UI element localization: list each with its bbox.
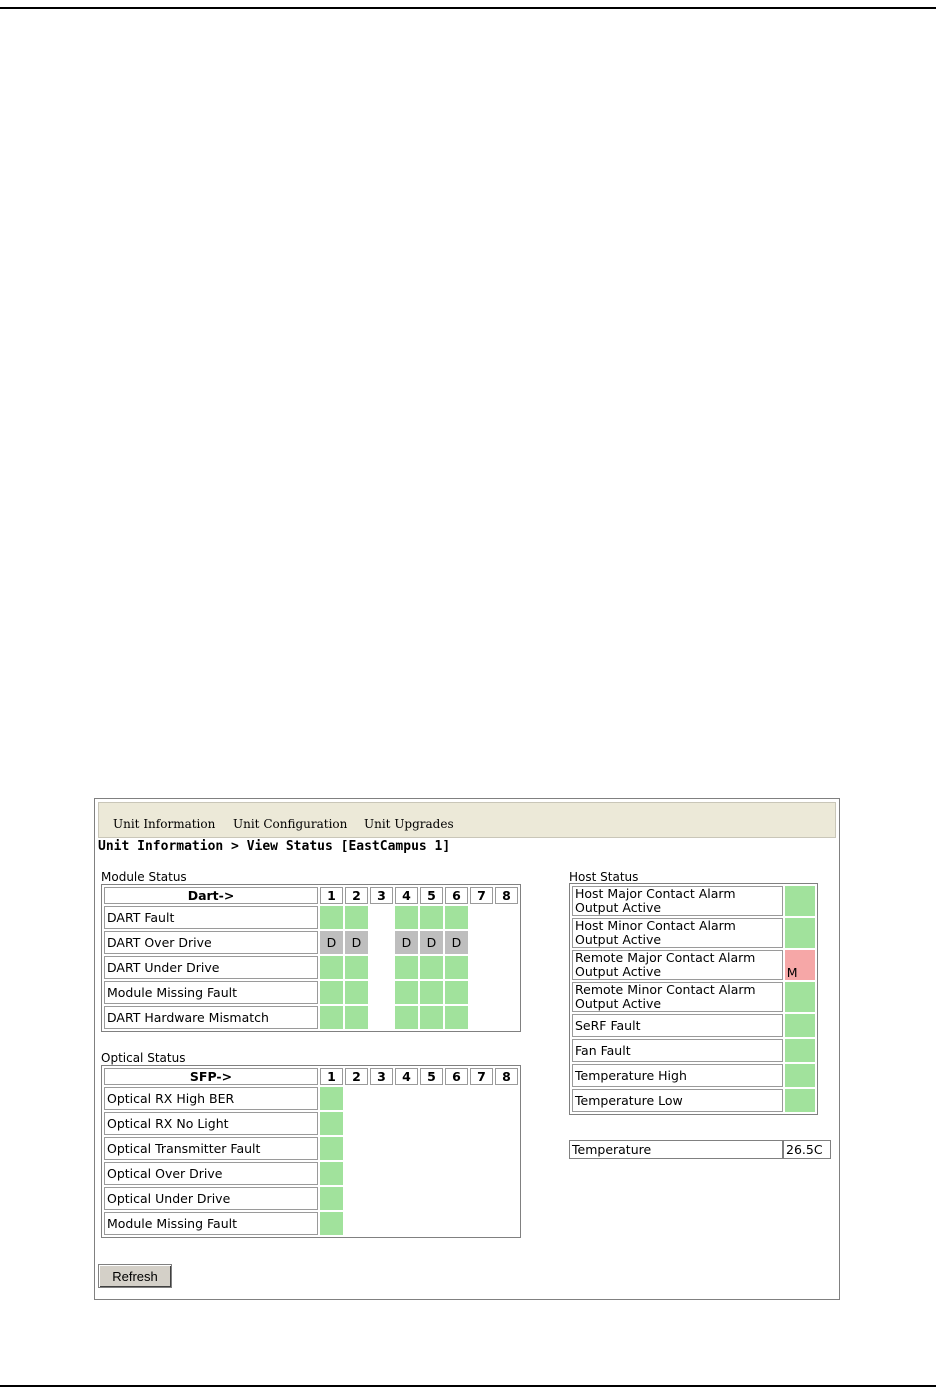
status-ok-cell <box>785 1039 815 1062</box>
status-ok-cell <box>445 981 468 1004</box>
temperature-table <box>569 1140 831 1159</box>
table-row <box>572 982 815 1012</box>
empty-cell <box>420 1087 443 1110</box>
empty-cell <box>370 1162 393 1185</box>
optical-row-label: Optical Under Drive <box>104 1187 318 1210</box>
status-ok-cell <box>320 981 343 1004</box>
status-ok-cell <box>320 1006 343 1029</box>
status-ok-cell <box>345 1006 368 1029</box>
menu-bar <box>98 802 836 838</box>
status-ok-cell <box>420 906 443 929</box>
empty-cell <box>495 906 518 929</box>
optical-column-1: 1 <box>320 1068 343 1085</box>
empty-cell <box>420 1187 443 1210</box>
optical-status-title: Optical Status <box>101 1051 186 1065</box>
module-header-row <box>104 887 518 904</box>
status-ok-cell <box>320 956 343 979</box>
optical-header-row <box>104 1068 518 1085</box>
host-status-title: Host Status <box>569 870 639 884</box>
table-row <box>104 981 518 1004</box>
table-row <box>572 950 815 980</box>
empty-cell <box>495 1006 518 1029</box>
table-row <box>104 1112 518 1135</box>
status-ok-cell <box>395 906 418 929</box>
empty-cell <box>420 1137 443 1160</box>
table-row <box>104 1187 518 1210</box>
empty-cell <box>445 1087 468 1110</box>
status-ok-cell <box>445 956 468 979</box>
status-ok-cell <box>785 1064 815 1087</box>
module-row-label: DART Over Drive <box>104 931 318 954</box>
empty-cell <box>495 1212 518 1235</box>
empty-cell <box>495 956 518 979</box>
empty-cell <box>395 1112 418 1135</box>
table-row <box>104 1087 518 1110</box>
status-ok-cell <box>785 886 815 916</box>
menu-unit-upgrades[interactable]: Unit Upgrades <box>364 817 454 831</box>
table-row <box>572 918 815 948</box>
status-ok-cell <box>395 1006 418 1029</box>
empty-cell <box>370 981 393 1004</box>
empty-cell <box>345 1162 368 1185</box>
empty-cell <box>370 1087 393 1110</box>
empty-cell <box>470 931 493 954</box>
table-row <box>104 1137 518 1160</box>
empty-cell <box>495 931 518 954</box>
menu-unit-information[interactable]: Unit Information <box>113 817 216 831</box>
optical-row-label: Optical Transmitter Fault <box>104 1137 318 1160</box>
empty-cell <box>470 981 493 1004</box>
empty-cell <box>370 906 393 929</box>
module-column-5: 5 <box>420 887 443 904</box>
table-row <box>572 886 815 916</box>
table-row <box>104 931 518 954</box>
optical-status-table <box>101 1065 521 1238</box>
table-row <box>104 1006 518 1029</box>
empty-cell <box>370 1187 393 1210</box>
status-ok-cell <box>785 982 815 1012</box>
empty-cell <box>345 1087 368 1110</box>
status-ok-cell <box>345 956 368 979</box>
host-row-label: Fan Fault <box>572 1039 783 1062</box>
empty-cell <box>345 1187 368 1210</box>
status-window <box>94 798 840 1300</box>
optical-row-label: Module Missing Fault <box>104 1212 318 1235</box>
empty-cell <box>445 1187 468 1210</box>
status-ok-cell <box>395 956 418 979</box>
module-column-8: 8 <box>495 887 518 904</box>
status-drive-cell: D <box>345 931 368 954</box>
host-row-label: Remote Minor Contact Alarm Output Active <box>572 982 783 1012</box>
table-row <box>104 1212 518 1235</box>
empty-cell <box>445 1162 468 1185</box>
module-status-title: Module Status <box>101 870 187 884</box>
empty-cell <box>495 981 518 1004</box>
empty-cell <box>445 1212 468 1235</box>
empty-cell <box>345 1212 368 1235</box>
module-row-label: DART Under Drive <box>104 956 318 979</box>
module-column-7: 7 <box>470 887 493 904</box>
status-drive-cell: D <box>320 931 343 954</box>
module-column-4: 4 <box>395 887 418 904</box>
empty-cell <box>495 1187 518 1210</box>
empty-cell <box>495 1137 518 1160</box>
empty-cell <box>495 1087 518 1110</box>
table-row <box>572 1089 815 1112</box>
bottom-rule <box>0 1385 936 1387</box>
table-row <box>104 906 518 929</box>
empty-cell <box>370 1137 393 1160</box>
temperature-label: Temperature <box>569 1140 783 1159</box>
status-alarm-cell: M <box>785 950 815 980</box>
empty-cell <box>420 1212 443 1235</box>
status-ok-cell <box>420 956 443 979</box>
host-row-label: Temperature High <box>572 1064 783 1087</box>
empty-cell <box>395 1187 418 1210</box>
empty-cell <box>470 906 493 929</box>
empty-cell <box>495 1162 518 1185</box>
menu-unit-configuration[interactable]: Unit Configuration <box>233 817 348 831</box>
status-ok-cell <box>445 1006 468 1029</box>
status-ok-cell <box>320 1112 343 1135</box>
status-ok-cell <box>395 981 418 1004</box>
table-row <box>572 1014 815 1037</box>
optical-column-4: 4 <box>395 1068 418 1085</box>
optical-header: SFP-> <box>104 1068 318 1085</box>
module-column-2: 2 <box>345 887 368 904</box>
empty-cell <box>395 1162 418 1185</box>
optical-column-3: 3 <box>370 1068 393 1085</box>
status-ok-cell <box>445 906 468 929</box>
empty-cell <box>470 1162 493 1185</box>
module-column-6: 6 <box>445 887 468 904</box>
empty-cell <box>370 956 393 979</box>
empty-cell <box>470 1006 493 1029</box>
empty-cell <box>470 1112 493 1135</box>
top-rule <box>0 7 936 9</box>
status-ok-cell <box>785 1089 815 1112</box>
module-header: Dart-> <box>104 887 318 904</box>
table-row <box>572 1064 815 1087</box>
empty-cell <box>445 1112 468 1135</box>
host-row-label: Temperature Low <box>572 1089 783 1112</box>
optical-column-6: 6 <box>445 1068 468 1085</box>
status-ok-cell <box>785 918 815 948</box>
empty-cell <box>470 1137 493 1160</box>
optical-column-7: 7 <box>470 1068 493 1085</box>
empty-cell <box>370 1006 393 1029</box>
optical-row-label: Optical RX No Light <box>104 1112 318 1135</box>
status-ok-cell <box>420 1006 443 1029</box>
empty-cell <box>470 1187 493 1210</box>
empty-cell <box>420 1112 443 1135</box>
status-drive-cell: D <box>395 931 418 954</box>
status-ok-cell <box>320 906 343 929</box>
empty-cell <box>445 1137 468 1160</box>
empty-cell <box>470 1212 493 1235</box>
status-ok-cell <box>420 981 443 1004</box>
empty-cell <box>395 1087 418 1110</box>
optical-column-8: 8 <box>495 1068 518 1085</box>
empty-cell <box>470 956 493 979</box>
status-drive-cell: D <box>445 931 468 954</box>
empty-cell <box>370 1112 393 1135</box>
status-drive-cell: D <box>420 931 443 954</box>
host-row-label: Host Minor Contact Alarm Output Active <box>572 918 783 948</box>
optical-column-5: 5 <box>420 1068 443 1085</box>
status-ok-cell <box>320 1087 343 1110</box>
empty-cell <box>370 1212 393 1235</box>
status-ok-cell <box>320 1187 343 1210</box>
empty-cell <box>420 1162 443 1185</box>
status-ok-cell <box>320 1162 343 1185</box>
module-row-label: Module Missing Fault <box>104 981 318 1004</box>
module-column-3: 3 <box>370 887 393 904</box>
optical-row-label: Optical RX High BER <box>104 1087 318 1110</box>
breadcrumb: Unit Information > View Status [EastCampus 1] <box>98 839 451 854</box>
host-row-label: Remote Major Contact Alarm Output Active <box>572 950 783 980</box>
optical-column-2: 2 <box>345 1068 368 1085</box>
table-row <box>104 956 518 979</box>
status-ok-cell <box>320 1137 343 1160</box>
empty-cell <box>345 1112 368 1135</box>
empty-cell <box>370 931 393 954</box>
host-status-table <box>569 883 818 1115</box>
status-ok-cell <box>785 1014 815 1037</box>
empty-cell <box>495 1112 518 1135</box>
optical-row-label: Optical Over Drive <box>104 1162 318 1185</box>
status-ok-cell <box>345 981 368 1004</box>
host-row-label: SeRF Fault <box>572 1014 783 1037</box>
status-ok-cell <box>320 1212 343 1235</box>
module-row-label: DART Hardware Mismatch <box>104 1006 318 1029</box>
empty-cell <box>470 1087 493 1110</box>
empty-cell <box>345 1137 368 1160</box>
host-row-label: Host Major Contact Alarm Output Active <box>572 886 783 916</box>
temperature-value: 26.5C <box>783 1140 831 1159</box>
module-status-table <box>101 884 521 1032</box>
empty-cell <box>395 1212 418 1235</box>
table-row <box>572 1039 815 1062</box>
refresh-button[interactable]: Refresh <box>98 1264 172 1288</box>
module-row-label: DART Fault <box>104 906 318 929</box>
empty-cell <box>395 1137 418 1160</box>
module-column-1: 1 <box>320 887 343 904</box>
table-row <box>104 1162 518 1185</box>
status-ok-cell <box>345 906 368 929</box>
